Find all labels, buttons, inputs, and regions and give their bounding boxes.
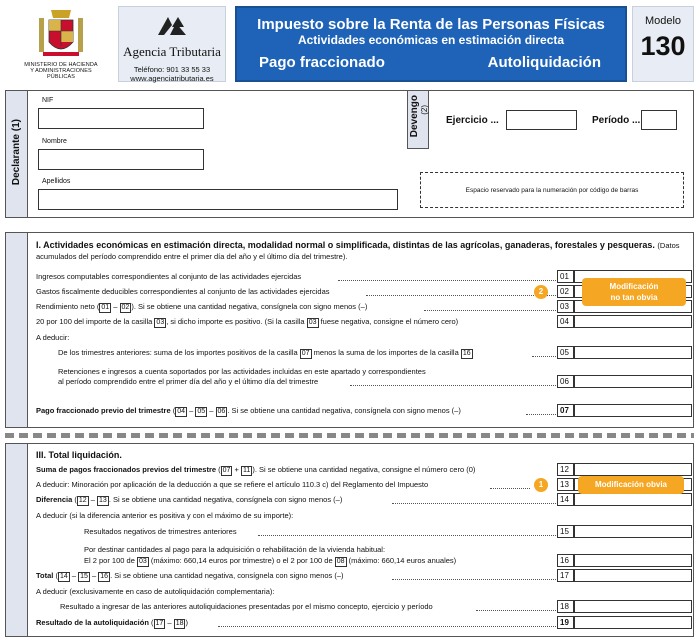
row-02-label: Gastos fiscalmente deducibles correspondientes al conjunto de las actividades ejercidas [36,287,330,296]
nif-label: NIF [42,97,54,104]
devengo-num: (2) [420,105,429,115]
row-05-label: De los trimestres anteriores: suma de los importes positivos de la casilla 07 menos la suma de los importes de la casilla 16 [58,348,471,357]
deducir-label: A deducir: [36,333,70,342]
ejercicio-label: Ejercicio ... [446,115,499,126]
ministry-logo [10,4,112,84]
callout-2-badge: 2 [534,285,548,299]
casilla-13-number: 13 [557,478,574,491]
casilla-17-input[interactable] [574,569,692,582]
row-19-label: Resultado de la autoliquidación ( 17 – 18 ) [36,618,188,627]
casilla-07-number: 07 [557,404,574,417]
casilla-15-number: 15 [557,525,574,538]
title-main: Impuesto sobre la Renta de las Personas Físicas [257,16,605,33]
ministry-line-2: Y ADMINISTRACIONES [30,68,92,74]
casilla-02-number: 02 [557,285,574,298]
title-sub: Actividades económicas en estimación directa [297,33,565,47]
declarante-sidebar [6,91,28,217]
row-15-label: Resultados negativos de trimestres anteriores [84,527,237,536]
section-1-note: (Datos acumulados del período comprendido entre el primer día del año y el último día del trimestre). [36,241,680,261]
section-3-title: III. Total liquidación. [36,450,122,460]
casilla-16-number: 16 [557,554,574,567]
casilla-17-number: 17 [557,569,574,582]
casilla-15-input[interactable] [574,525,692,538]
ministry-line-1: MINISTERIO DE HACIENDA [24,62,98,68]
apellidos-label: Apellidos [42,178,71,185]
casilla-12-number: 12 [557,463,574,476]
row-04-label: 20 por 100 del importe de la casilla 03 , si dicho importe es positivo. (Si la casilla 03 fuese negativa, consigne el número cero) [36,317,459,326]
callout-1: Modificación obvia [578,476,684,494]
barcode-area: Espacio reservado para la numeración por código de barras [420,172,684,208]
title-banner [235,6,627,82]
casilla-18-number: 18 [557,600,574,613]
agency-web: www.agenciatributaria.es [130,74,214,83]
row-13-label: A deducir: Minoración por aplicación de la deducción a que se refiere el artículo 110.3 c) del Reglamento del Impuesto [36,480,429,489]
periodo-label: Período ... [592,115,641,126]
casilla-19-input[interactable] [574,616,692,629]
devengo-label: Devengo [409,95,420,138]
casilla-06-input[interactable] [574,375,692,388]
casilla-04-input[interactable] [574,315,692,328]
title-pago: Pago fraccionado [259,54,385,71]
row-01-label: Ingresos computables correspondientes al conjunto de las actividades ejercidas [36,272,302,281]
casilla-07-input[interactable] [574,404,692,417]
section-3-sidebar [6,444,28,636]
periodo-input[interactable] [641,110,677,130]
casilla-05-input[interactable] [574,346,692,359]
casilla-18-input[interactable] [574,600,692,613]
row-06-label-1: Retenciones e ingresos a cuenta soportados por las actividades incluidas en este apartado y correspondientes [58,367,426,376]
row-16-label: El 2 por 100 de 03 (máximo: 660,14 euros por trimestre) o el 2 por 100 de 08 (máximo: 660,14 euros anuales) [84,556,457,565]
section-separator [5,433,694,438]
agency-box [118,6,226,82]
row-07-label: Pago fraccionado previo del trimestre ( 04 – 05 – 06 . Si se obtiene una cantidad negativa, consígnela con signo menos (–) [36,406,461,415]
model-box [632,6,694,82]
callout-1-badge: 1 [534,478,548,492]
casilla-06-number: 06 [557,375,574,388]
section-1-title: I. Actividades económicas en estimación directa, modalidad normal o simplificada, distintas de las agrícolas, ganaderas, forestales y pesqueras. (Datos acumulados del período comprendido entre el primer día del año y el último día del trimestre). [36,240,680,261]
apellidos-input[interactable] [38,189,398,210]
model-label: Modelo [644,15,682,27]
nombre-input[interactable] [38,149,204,170]
ministry-line-3: PÚBLICAS [46,74,75,80]
casilla-16-input[interactable] [574,554,692,567]
title-autoliquidacion: Autoliquidación [487,54,601,71]
row-18-intro: A deducir (exclusivamente en caso de autoliquidación complementaria): [36,587,275,596]
callout-2: Modificación no tan obvia [582,278,686,306]
row-18-label: Resultado a ingresar de las anteriores autoliquidaciones presentadas por el mismo concepto, ejercicio y período [60,602,433,611]
nombre-label: Nombre [42,138,67,145]
agency-phone: Teléfono: 901 33 55 33 [133,65,211,74]
casilla-01-number: 01 [557,270,574,283]
casilla-04-number: 04 [557,315,574,328]
model-number: 130 [640,31,686,61]
casilla-05-number: 05 [557,346,574,359]
row-14-label: Diferencia ( 12 – 13 . Si se obtiene una cantidad negativa, consígnela con signo menos (–) [36,495,343,504]
casilla-03-number: 03 [557,300,574,313]
section-1-sidebar [6,233,28,427]
row-16-intro: Por destinar cantidades al pago para la adquisición o rehabilitación de la vivienda habitual: [84,545,386,554]
coat-of-arms-icon [37,4,85,62]
casilla-12-input[interactable] [574,463,692,476]
casilla-19-number: 19 [557,616,574,629]
row-12-label: Suma de pagos fraccionados previos del trimestre ( 07 + 11 ). Si se obtiene una cantidad negativa, consigne el número cero (0) [36,465,476,474]
agency-logo-icon [154,15,190,37]
row-06-label-2: al período comprendido entre el primer día del año y el último día del trimestre [58,377,319,386]
row-17-label: Total ( 14 – 15 – 16 . Si se obtiene una cantidad negativa, consígnela con signo menos (–) [36,571,344,580]
row-15-intro: A deducir (si la diferencia anterior es positiva y con el máximo de su importe): [36,511,294,520]
nif-input[interactable] [38,108,204,129]
row-03-label: Rendimiento neto ( 01 – 02 ). Si se obtiene una cantidad negativa, consígnela con signo menos (–) [36,302,368,311]
ejercicio-input[interactable] [506,110,577,130]
agency-name: Agencia Tributaria [123,44,221,59]
casilla-14-input[interactable] [574,493,692,506]
casilla-14-number: 14 [557,493,574,506]
devengo-sidebar [407,91,429,149]
declarante-label: Declarante (1) [11,119,22,186]
